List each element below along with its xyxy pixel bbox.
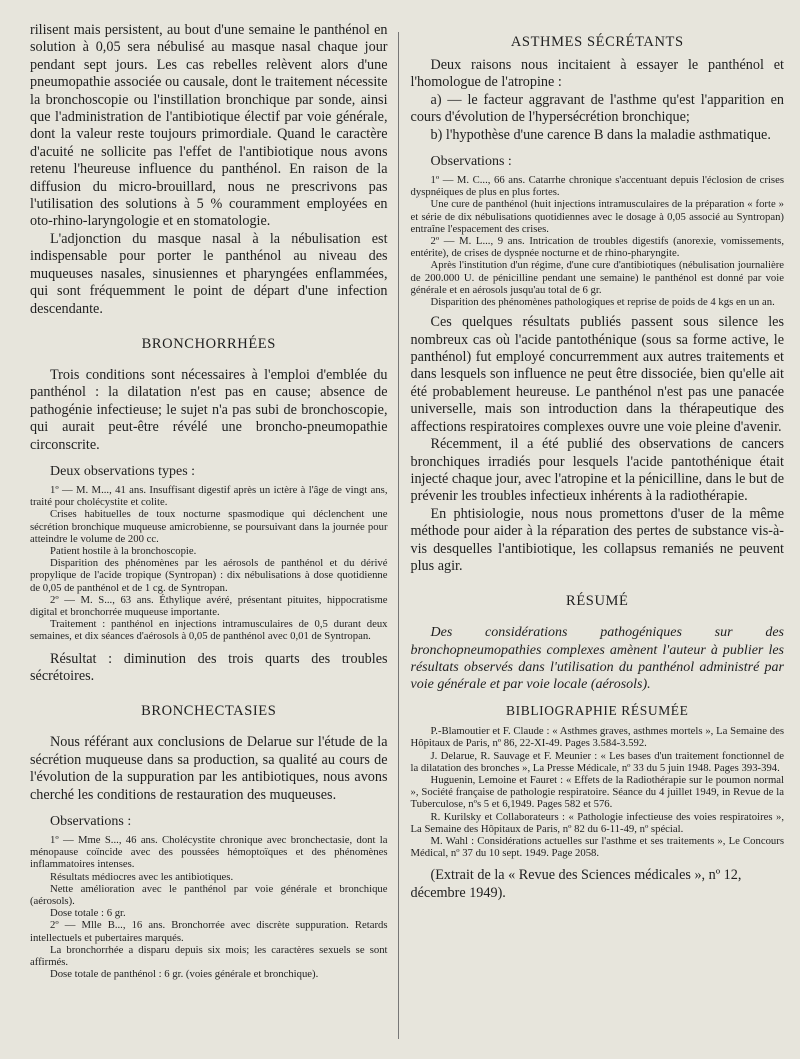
observation-text: 1º — M. M..., 41 ans. Insuffisant digestif après un ictère à l'âge de vingt ans, traité pour cholécystite et colite.: [30, 483, 388, 509]
reference: R. Kurilsky et Collaborateurs : « Pathologie infectieuse des voies respiratoires », La Semaine des Hôpitaux de Paris, nº 82 du 6-11-49, nº spécial.: [410, 810, 784, 835]
observations-label: Observations :: [50, 814, 132, 830]
reference: M. Wahl : Considérations actuelles sur l'asthme et ses traitements », Le Concours Médical, nº 37 du 10 sept. 1949. Page 2058.: [410, 835, 784, 860]
observation-text: Disparition des phénomènes pathologiques et reprise de poids de 4 kgs en un an.: [430, 296, 775, 309]
observation-text: Crises habituelles de toux nocturne spasmodique qui déclenchent une sécrétion bronchique muqueuse amicrobienne, se poursuivant dans la journée pour atteindre le volume de 200 cc.: [30, 508, 388, 545]
right-column: [401, 22, 784, 1059]
observation-text: Nette amélioration avec le panthénol par voie générale et bronchique (aérosols).: [30, 882, 388, 908]
observation-text: Patient hostile à la bronchoscopie.: [50, 544, 197, 557]
section-heading-asthmes: ASTHMES SÉCRÉTANTS: [510, 34, 684, 50]
observation-text: 2º — M. L..., 9 ans. Intrication de troubles digestifs (anorexie, vomissements, entérite), de crises de dyspnée nocturne et de rhino-pharyngite.: [410, 235, 784, 260]
paragraph: Résultat : diminution des trois quarts des troubles sécrétoires.: [30, 650, 388, 684]
observation-text: Une cure de panthénol (huit injections intramusculaires de la préparation « forte » et série de dix nébulisations quotidiennes avec le dosage à 0,05 associé au Syntropan) entraîne l'espacement des crises.: [410, 198, 784, 235]
paragraph: rilisent mais persistent, au bout d'une semaine le panthénol en solution à 0,05 sera nébulisé au masque nasal chaque jour pendant sept jours. Les cas rebelles relèvent alors d'une pneumopathie associée ou causale, dont le traitement nécessite la bronchoscopie ou l'instillation bronchique par sonde, ainsi que l'administration de l'antibiotique électif par voie générale, dont la valeur reste toujours primordiale. Quand le caractère d'acuité ne sollicite pas l'effet de l'antibiotique nous avons retenu l'heureuse influence du panthénol. En raison de la diffusion du micro-brouillard, nous ne prescrivons pas l'utilisation des solutions à 5 % couramment employées en oto-rhino-laryngologie et en stomatologie.: [30, 22, 388, 230]
left-column: [30, 22, 396, 1059]
paragraph: a) — le facteur aggravant de l'asthme qu'est l'apparition en cours d'évolution de l'hypersécrétion bronchique;: [410, 91, 784, 126]
column-divider: [398, 32, 399, 1039]
section-heading-bronchectasies: BRONCHECTASIES: [141, 703, 277, 720]
paragraph: Deux raisons nous incitaient à essayer le panthénol et l'homologue de l'atropine :: [410, 57, 784, 91]
observation-text: Résultats médiocres avec les antibiotiques.: [50, 870, 234, 883]
observation-text: Après l'institution d'un régime, d'une cure d'antibiotiques (nébulisation journalière de 200.000 U. de pénicilline pendant une semaine) le panthénol est donné par voie générale et en aérosols jusqu'au total de 6 gr.: [410, 259, 784, 296]
reference: J. Delarue, R. Sauvage et F. Meunier : « Les bases d'un traitement fonctionnel de la dilatation des bronches », La Presse Médicale, nº 33 du 5 juin 1948. Pages 393-394.: [410, 749, 784, 774]
reference: P.-Blamoutier et F. Claude : « Asthmes graves, asthmes mortels », La Semaine des Hôpitaux de Paris, nº 86, 22-XI-49. Pages 3.584-3.592.: [410, 725, 784, 750]
section-heading-bronchorrhees: BRONCHORRHÉES: [141, 335, 276, 352]
paragraph: En phtisiologie, nous nous promettons d'user de la même méthode pour aider à la réparation des pertes de substance vis-à-vis desquelles l'antibiotique, les collapsus remaniés ne peuvent plus agir.: [410, 505, 784, 574]
observation-text: Dose totale : 6 gr.: [50, 907, 126, 920]
observation-text: 1º — Mme S..., 46 ans. Cholécystite chronique avec bronchectasie, dont la ménopause coïncide avec des poussées hémoptoïques et des phénomènes inflammatoires intenses.: [30, 834, 388, 871]
paragraph: Nous référant aux conclusions de Delarue sur l'étude de la sécrétion muqueuse dans sa production, sa qualité au cours de l'évolution de la suppuration par les antibiotiques, nous avons cherché les conditions de restauration des muqueuses.: [30, 734, 388, 803]
observation-text: 1º — M. C..., 66 ans. Catarrhe chronique s'accentuant depuis l'éclosion de crises dyspnéiques de plus en plus fortes.: [410, 174, 784, 199]
section-heading-bibliographie: BIBLIOGRAPHIE RÉSUMÉE: [506, 703, 689, 719]
paragraph: Récemment, il a été publié des observations de cancers bronchiques irradiés pour lesquels l'acide pantothénique était injecté chaque jour, avec l'atropine et la pénicilline, dans le but de prévenir les troubles infectieux inhérents à la radiothérapie.: [410, 436, 784, 505]
observation-text: Disparition des phénomènes par les aérosols de panthénol et du dérivé propylique de l'acide tropique (Syntropan) : dix nébulisations à dose quotidienne de 0,05 de panthénol et de 1 cg. de Syntropan.: [30, 557, 388, 594]
paragraph: b) l'hypothèse d'une carence B dans la maladie asthmatique.: [430, 126, 771, 143]
paragraph: Ces quelques résultats publiés passent sous silence les nombreux cas où l'acide pantothénique (sous sa forme active, le panthénol) fut employé concurremment aux autres traitements et dans lesquels son influence ne peut être dissociée, bien qu'elle ait été probablement heureuse. Le panthénol n'est pas une panacée universelle, mais son introduction dans la thérapeutique des affections respiratoires complexes ouvre une voie pleine d'avenir.: [410, 314, 784, 435]
observation-text: Traitement : panthénol en injections intramusculaires de 0,5 durant deux semaines, et dix séances d'aérosols à 0,05 de panthénol avec 0,01 de Syntropan.: [30, 618, 388, 643]
observation-text: 2º — Mlle B..., 16 ans. Bronchorrée avec discrète suppuration. Retards intellectuels et pubertaires marqués.: [30, 919, 388, 944]
reference: Huguenin, Lemoine et Fauret : « Effets de la Radiothérapie sur le poumon normal », Société française de pathologie respiratoire. Séance du 4 juillet 1949, in Revue de la Tuberculose, nºs 5 et 6,1949. Pages 582 et 576.: [410, 773, 784, 811]
section-heading-resume: RÉSUMÉ: [566, 593, 629, 610]
paragraph: Trois conditions sont nécessaires à l'emploi d'emblée du panthénol : la dilatation n'est pas en cause; absence de pathogénie infectieuse; le sujet n'a pas subi de bronchoscopie, qui aurait peut-être révélé une broncho-pneumopathie circonscrite.: [30, 366, 388, 453]
observations-label: Deux observations types :: [50, 463, 196, 479]
extract-note: (Extrait de la « Revue des Sciences médicales », nº 12, décembre 1949).: [410, 867, 742, 901]
observations-label: Observations :: [430, 154, 512, 170]
observation-text: 2º — M. S..., 63 ans. Éthylique avéré, présentant pituites, hippocratisme digital et bronchorrée muqueuse importante.: [30, 593, 388, 618]
observation-text: Dose totale de panthénol : 6 gr. (voies générale et bronchique).: [50, 968, 319, 981]
abstract-text: Des considérations pathogéniques sur des bronchopneumopathies complexes amènent l'auteur à publier les résultats observés dans l'utilisation du panthénol administré par voie générale et par voie locale (aérosols).: [410, 625, 784, 692]
observation-text: La bronchorrhée a disparu depuis six mois; les caractères sexuels se sont affirmés.: [30, 943, 388, 969]
paragraph: L'adjonction du masque nasal à la nébulisation est indispensable pour porter le panthénol au niveau des muqueuses nasales, sinusiennes et pharyngées enflammées, qui sont fréquemment le point de départ d'une infection descendante.: [30, 230, 388, 317]
